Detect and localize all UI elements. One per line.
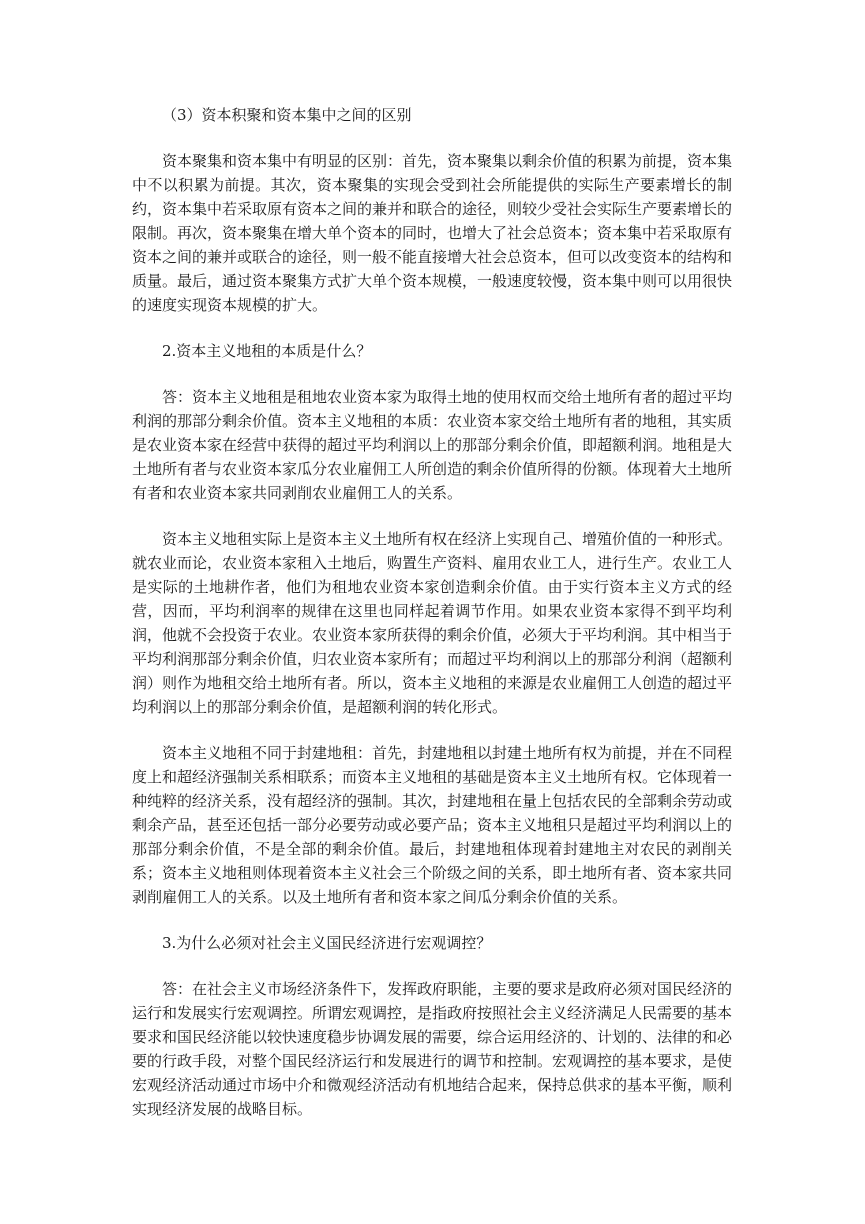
question-heading-macro-control: 3.为什么必须对社会主义国民经济进行宏观调控？ — [162, 934, 492, 952]
section-heading-capital-difference: （3）资本积聚和资本集中之间的区别 — [162, 106, 412, 124]
paragraph-rent-form: 资本主义地租实际上是资本主义土地所有权在经济上实现自己、增殖价值的一种形式。就农业而论，农业资本家租入土地后，购置生产资料、雇用农业工人，进行生产。农业工人是实际的土地耕作者，他们为租地农业资本家创造剩余价值。由于实行资本主义方式的经营，因而，平均利润率的规律在这里也同样起着调节作用。如果农业资本家得不到平均利润，他就不会投资于农业。农业资本家所获得的剩余价值，必须大于平均利润。其中相当于平均利润那部分剩余价值，归农业资本家所有；而超过平均利润以上的那部分利润（超额利润）则作为地租交给土地所有者。所以，资本主义地租的来源是农业雇佣工人创造的超过平均利润以上的那部分剩余价值，是超额利润的转化形式。 — [132, 530, 733, 716]
document-body — [132, 103, 732, 1143]
paragraph-rent-vs-feudal: 资本主义地租不同于封建地租：首先，封建地租以封建土地所有权为前提，并在不同程度上和超经济强制关系相联系；而资本主义地租的基础是资本主义土地所有权。它体现着一种纯粹的经济关系，没有超经济的强制。其次，封建地租在量上包括农民的全部剩余劳动或剩余产品，甚至还包括一部分必要劳动或必要产品；资本主义地租只是超过平均利润以上的那部分剩余价值，不是全部的剩余价值。最后，封建地租体现着封建地主对农民的剥削关系；资本主义地租则体现着资本主义社会三个阶级之间的关系，即土地所有者、资本家共同剥削雇佣工人的关系。以及土地所有者和资本家之间瓜分剩余价值的关系。 — [132, 744, 733, 906]
paragraph-macro-answer: 答：在社会主义市场经济条件下，发挥政府职能，主要的要求是政府必须对国民经济的运行和发展实行宏观调控。所谓宏观调控，是指政府按照社会主义经济满足人民需要的基本要求和国民经济能以较快速度稳步协调发展的需要，综合运用经济的、计划的、法律的和必要的行政手段，对整个国民经济运行和发展进行的调节和控制。宏观调控的基本要求，是使宏观经济活动通过市场中介和微观经济活动有机地结合起来，保持总供求的基本平衡，顺利实现经济发展的战略目标。 — [132, 980, 733, 1118]
paragraph-rent-answer: 答：资本主义地租是租地农业资本家为取得土地的使用权而交给土地所有者的超过平均利润的那部分剩余价值。资本主义地租的本质：农业资本家交给土地所有者的地租，其实质是农业资本家在经营中获得的超过平均利润以上的那部分剩余价值，即超额利润。地租是大土地所有者与农业资本家瓜分农业雇佣工人所创造的剩余价值所得的份额。体现着大土地所有者和农业资本家共同剥削农业雇佣工人的关系。 — [132, 388, 733, 502]
question-heading-rent-nature: 2.资本主义地租的本质是什么？ — [162, 342, 372, 360]
paragraph-capital-accumulation: 资本聚集和资本集中有明显的区别：首先，资本聚集以剩余价值的积累为前提，资本集中不以积累为前提。其次，资本聚集的实现会受到社会所能提供的实际生产要素增长的制约，资本集中若采取原有资本之间的兼并和联合的途径，则较少受社会实际生产要素增长的限制。再次，资本聚集在增大单个资本的同时，也增大了社会总资本；资本集中若采取原有资本之间的兼并或联合的途径，则一般不能直接增大社会总资本，但可以改变资本的结构和质量。最后，通过资本聚集方式扩大单个资本规模，一般速度较慢，资本集中则可以用很快的速度实现资本规模的扩大。 — [132, 152, 733, 314]
